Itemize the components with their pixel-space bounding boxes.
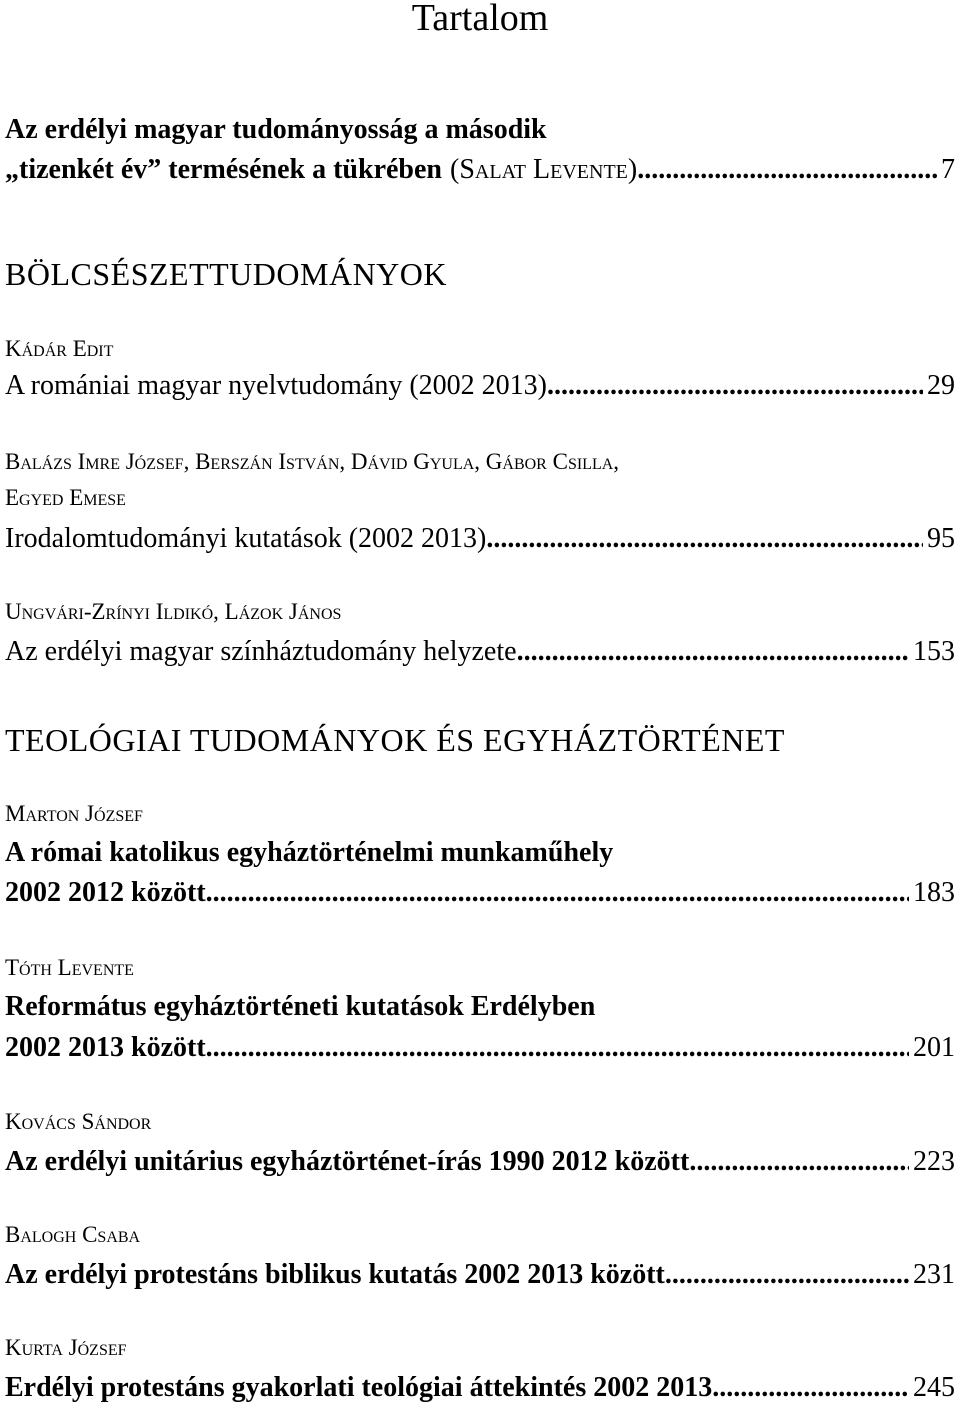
entry-authors: Kádár Edit — [5, 336, 114, 361]
page-number: 95 — [927, 523, 955, 554]
toc-entry[interactable] — [5, 877, 955, 909]
leader-dots — [637, 154, 937, 186]
page-number: 183 — [913, 877, 955, 908]
page-number: 7 — [941, 154, 955, 185]
page-number: 245 — [913, 1372, 955, 1403]
entry-authors: Marton József — [5, 801, 143, 826]
page-number: 223 — [913, 1146, 955, 1177]
entry-authors: Kovács Sándor — [5, 1109, 152, 1134]
intro-title-line2: „tizenkét év” termésének a tükrében — [5, 154, 443, 185]
entry-title: Az erdélyi magyar színháztudomány helyzete — [5, 636, 517, 667]
leader-dots — [665, 1259, 909, 1291]
leader-dots — [486, 523, 923, 555]
entry-title: Az erdélyi unitárius egyháztörténet-írás 1990 2012 között — [5, 1146, 690, 1177]
entry-authors-line2: Egyed Emese — [5, 485, 126, 510]
intro-author: (Salat Levente) — [450, 154, 638, 185]
entry-authors: Balázs Imre József, Berszán István, Dávid Gyula, Gábor Csilla, — [5, 449, 620, 474]
entry-title: Erdélyi protestáns gyakorlati teológiai áttekintés 2002 2013. — [5, 1372, 720, 1403]
entry-title-line1: A római katolikus egyháztörténelmi munkaműhely — [5, 837, 614, 868]
page-number: 29 — [927, 370, 955, 401]
entry-title: Irodalomtudományi kutatások (2002 2013) — [5, 523, 487, 554]
entry-title: A romániai magyar nyelvtudomány (2002 2013) — [5, 370, 547, 401]
leader-dots — [206, 877, 909, 909]
toc-entry[interactable] — [5, 370, 955, 402]
leader-dots — [689, 1146, 909, 1178]
entry-authors: Tóth Levente — [5, 955, 134, 980]
toc-entry[interactable] — [5, 636, 955, 668]
page-number: 231 — [913, 1259, 955, 1290]
entry-title-line1: Református egyháztörténeti kutatások Erdélyben — [5, 991, 596, 1022]
section-heading: BÖLCSÉSZETTUDOMÁNYOK — [5, 256, 447, 292]
toc-entry[interactable] — [5, 1146, 955, 1178]
toc-entry[interactable] — [5, 523, 955, 555]
leader-dots — [517, 636, 909, 668]
entry-title: Az erdélyi protestáns biblikus kutatás 2002 2013 között — [5, 1259, 665, 1290]
intro-title-line1: Az erdélyi magyar tudományosság a második — [5, 114, 547, 145]
section-heading: TEOLÓGIAI TUDOMÁNYOK ÉS EGYHÁZTÖRTÉNET — [5, 722, 785, 758]
leader-dots — [547, 370, 923, 402]
toc-entry[interactable] — [5, 1032, 955, 1064]
entry-authors: Balogh Csaba — [5, 1222, 141, 1247]
toc-entry[interactable] — [5, 1372, 955, 1404]
page-title: Tartalom — [411, 0, 549, 39]
entry-authors: Ungvári-Zrínyi Ildikó, Lázok János — [5, 599, 342, 624]
leader-dots — [206, 1032, 909, 1064]
entry-authors: Kurta József — [5, 1335, 127, 1360]
toc-entry-intro[interactable] — [5, 154, 955, 186]
entry-title: 2002 2013 között — [5, 1032, 206, 1063]
toc-entry[interactable] — [5, 1259, 955, 1291]
entry-title: 2002 2012 között — [5, 877, 206, 908]
leader-dots — [719, 1372, 909, 1404]
page-number: 153 — [913, 636, 955, 667]
page-number: 201 — [913, 1032, 955, 1063]
